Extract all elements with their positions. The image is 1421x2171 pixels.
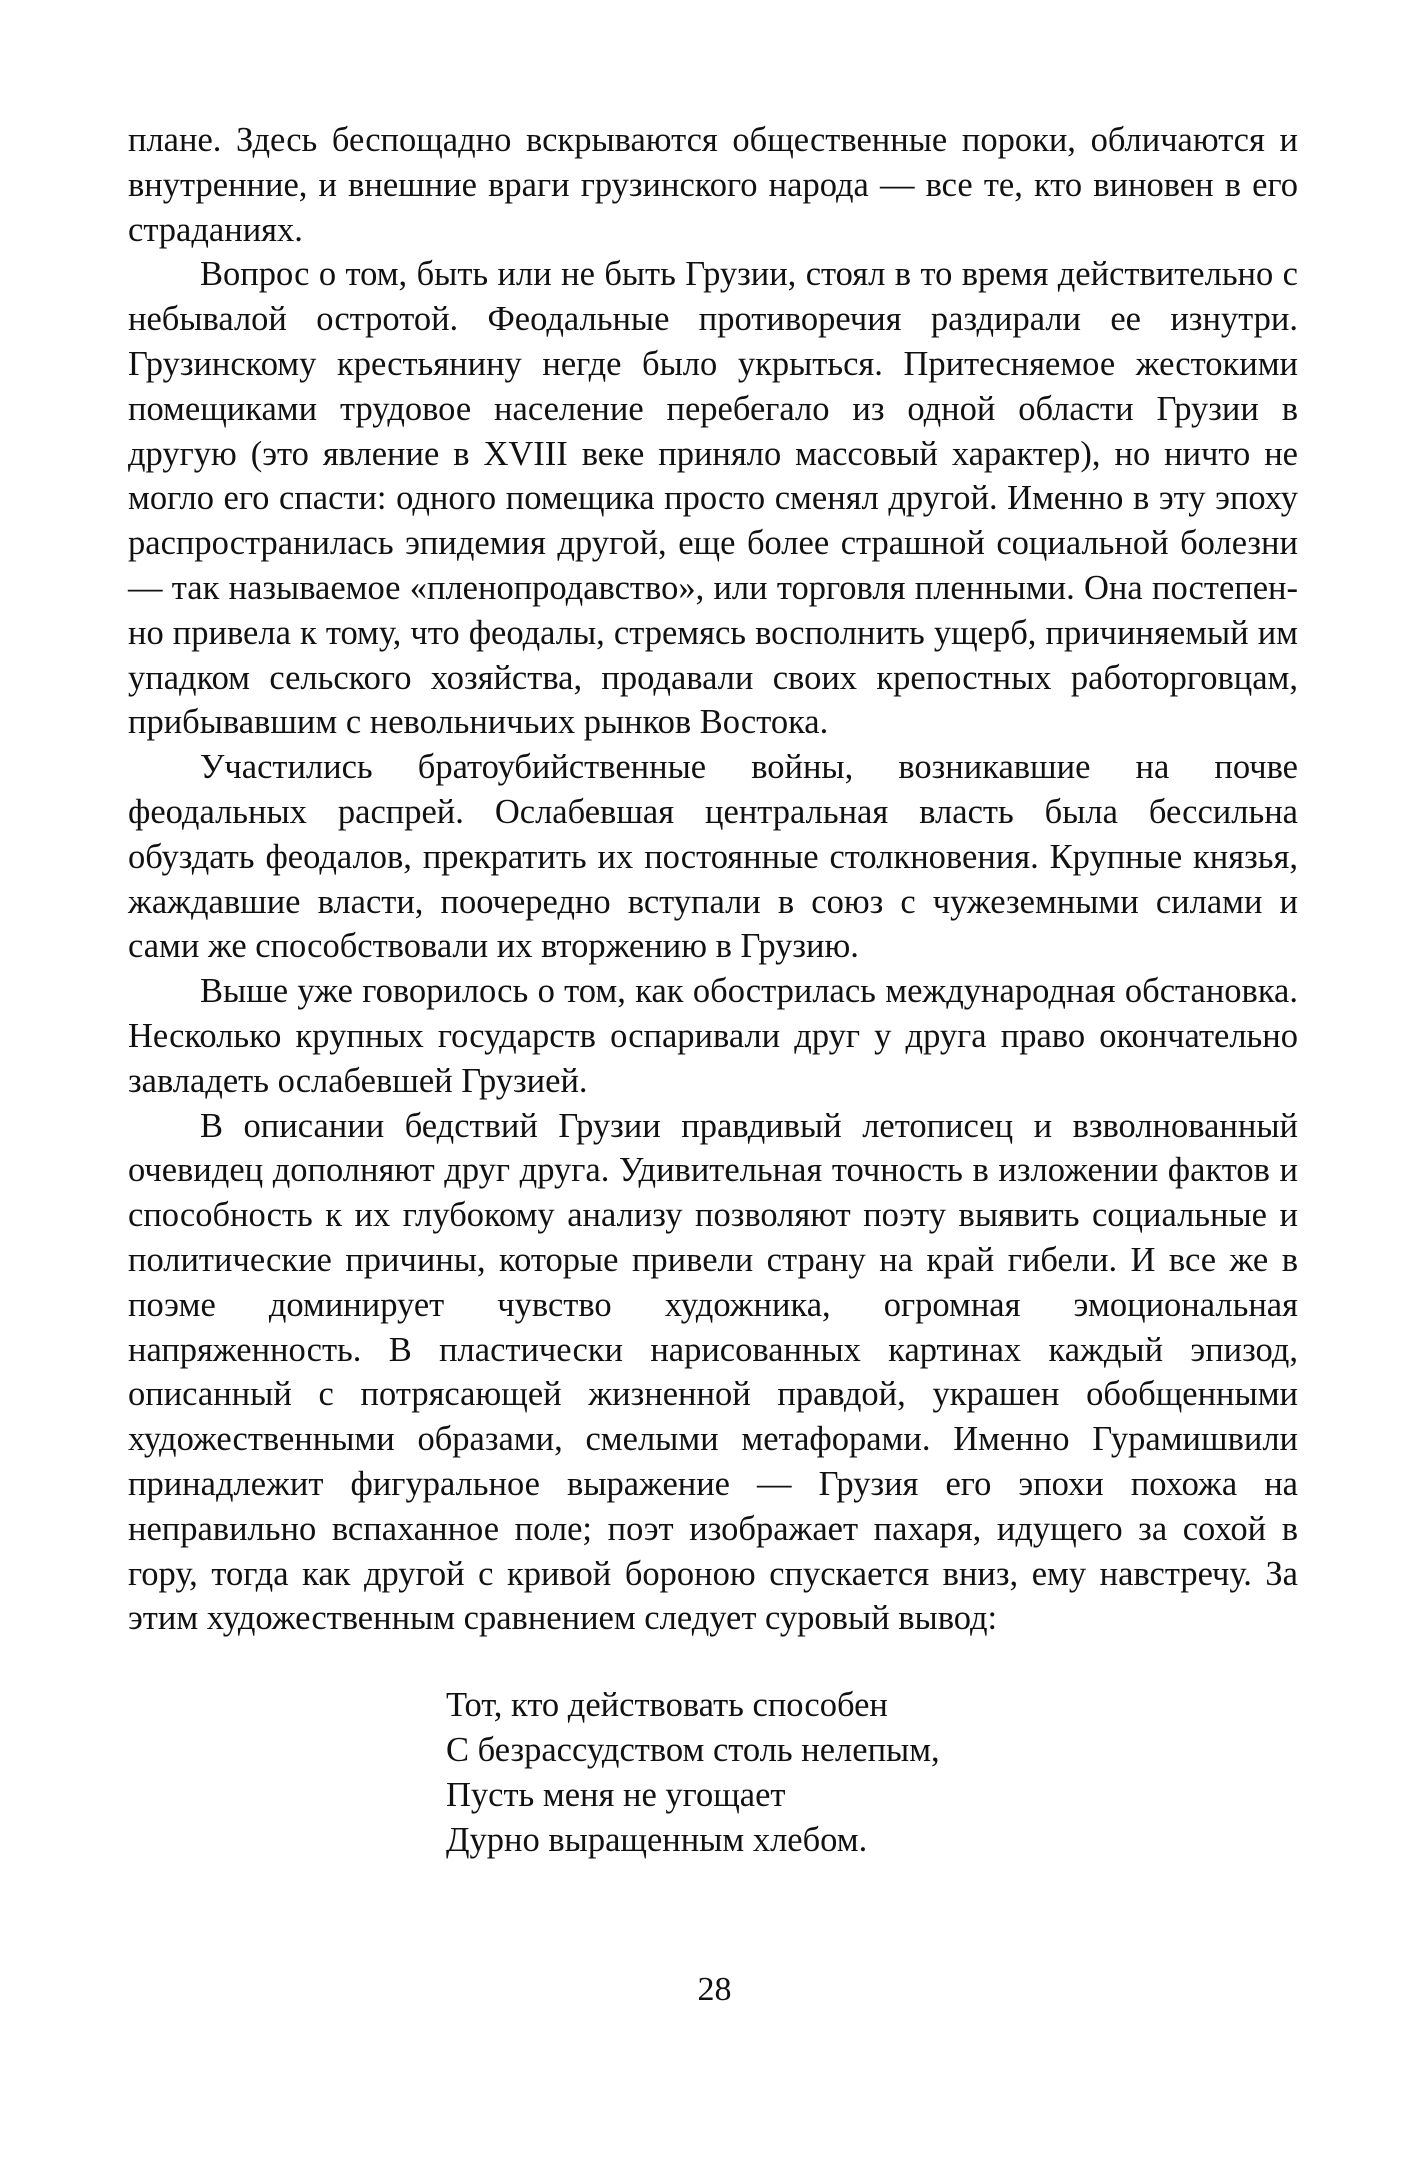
poem-line: Пусть меня не угощает [446,1776,786,1815]
paragraph-4: Выше уже говорилось о том, как обострилась международная обстановка. Несколько крупных государств оспаривали друг у друга право окончательно завладеть ослабевшей Грузией. [128,972,1298,1100]
page-text [128,118,1298,1863]
poem-quote [446,1683,1298,1863]
poem-line: Тот, кто действовать способен [446,1686,888,1725]
paragraph-1: плане. Здесь беспощадно вскрываются общественные пороки, обличаются и внутренние, и внешние враги грузинского народа — все те, кто виновен в его страданиях. [128,121,1298,249]
poem-line: С безрассудством столь нелепым, [446,1731,940,1770]
poem-line: Дурно выращенным хлебом. [446,1821,868,1860]
page-number: 28 [697,1971,732,2008]
paragraph-3: Участились братоубийственные войны, возникавшие на почве феодальных распрей. Ослабевшая центральная власть была бессильна обуздать феодалов, прекратить их постоянные столкновения. Крупные князья, жаждавшие власти, поочередно вступали в союз с чужеземными силами и сами же способствовали их вторжению в Грузию. [128,748,1298,966]
paragraph-2: Вопрос о том, быть или не быть Грузии, стоял в то время действительно с небывалой остротой. Феодальные противоречия раздирали ее изнутри. Грузинскому крестьянину негде было укрыться. Притесняемое жестокими помещиками трудовое население перебегало из одной области Грузии в другую (это явление в XVIII веке приняло массовый характер), но ничто не могло его спасти: одного помещика просто сменял другой. Именно в эту эпоху распространилась эпидемия другой, еще более страшной социальной болезни — так называемое «пленопродавство», или торговля пленными. Она постепенно привела к тому, что феодалы, стремясь восполнить ущерб, причиняемый им упадком сельского хозяйства, продавали своих крепостных работорговцам, прибывавшим с невольничьих рынков Востока. [128,255,1298,742]
paragraph-5: В описании бедствий Грузии правдивый летописец и взволнованный очевидец дополняют друг друга. Удивительная точность в изложении фактов и способность к их глубокому анализу позволяют поэту выявить социальные и политические причины, которые привели страну на край гибели. И все же в поэме доминирует чувство художника, огромная эмоциональная напряженность. В пластически нарисованных картинах каждый эпизод, описанный с потрясающей жизненной правдой, украшен обобщенными художественными образами, смелыми метафорами. Именно Гурамишвили принадлежит фигуральное выражение — Грузия его эпохи похожа на неправильно вспаханное поле; поэт изображает пахаря, идущего за сохой в гору, тогда как другой с кривой бороною спускается вниз, ему навстречу. За этим художественным сравнением следует суровый вывод: [128,1106,1298,1638]
